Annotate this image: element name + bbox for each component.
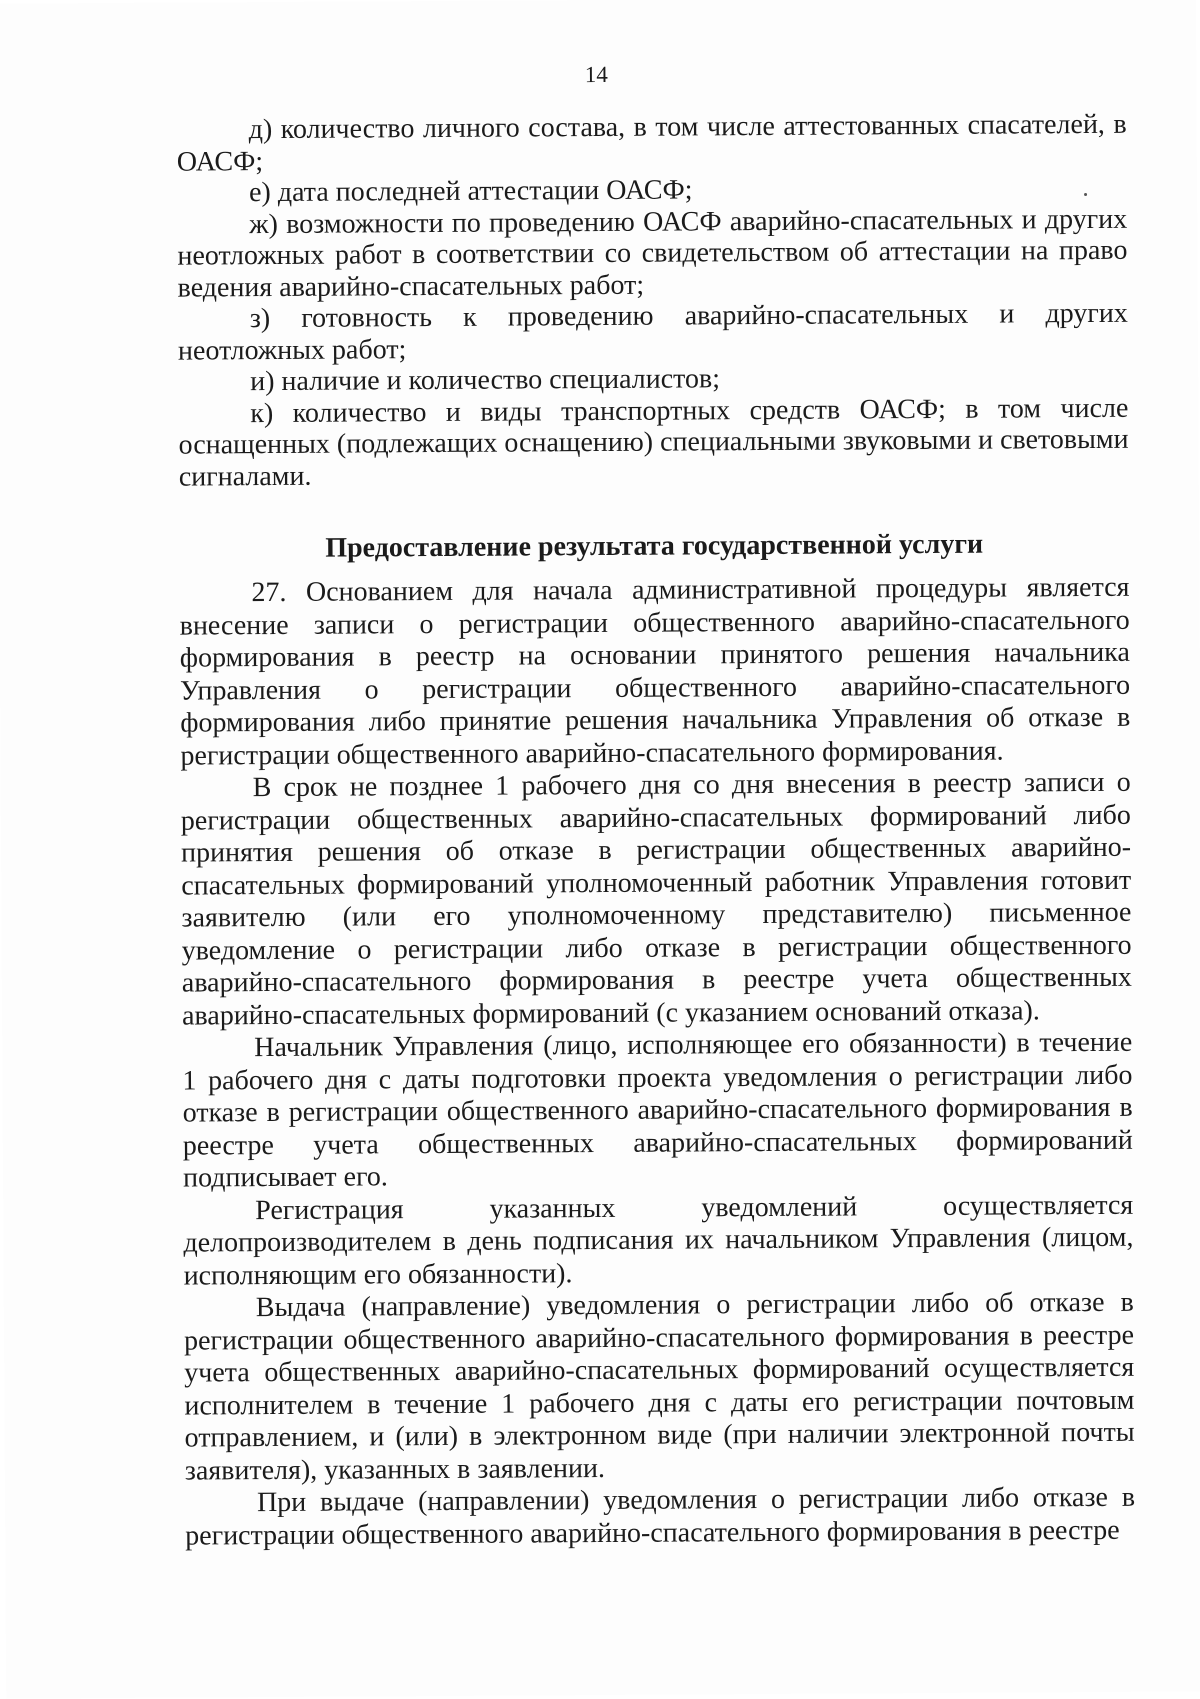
paragraph-signing: Начальник Управления (лицо, исполняющее его обязанности) в течение 1 рабочего дня с даты подготовки проекта уведомления о регистрации либо отказе в регистрации общественного аварийно-спасательного формирования в реестре учета общественных аварийно-спасательных формирований подписывает его. (182, 1026, 1133, 1194)
paragraph-continued: При выдаче (направлении) уведомления о регистрации либо отказе в регистрации общественного аварийно-спасательного формирования в реестре (185, 1481, 1136, 1552)
paragraph-registration: Регистрация указанных уведомлений осуществляется делопроизводителем в день подписания их начальником Управления (лицом, исполняющим его обязанности). (183, 1189, 1134, 1292)
list-item-d: д) количество личного состава, в том числе аттестованных спасателей, в ОАСФ; (176, 108, 1127, 178)
page-number: 14 (584, 61, 608, 88)
paragraph-notification-prep: В срок не позднее 1 рабочего дня со дня внесения в реестр записи о регистрации общественных аварийно-спасательных формирований либо принятия решения об отказе в регистрации общественных аварийно-спасательных формирований уполномоченный работник Управления готовит заявителю (или его уполномоченному представителю) письменное уведомление о регистрации либо отказе в регистрации общественного аварийно-спасательного формирования в реестре учета общественных аварийно-спасательных формирований (с указанием оснований отказа). (180, 766, 1132, 1032)
list-item-e: е) дата последней аттестации ОАСФ; (248, 174, 693, 209)
list-item-i: и) наличие и количество специалистов; (250, 363, 721, 398)
section-title: Предоставление результата государственной услуги (325, 528, 984, 564)
body-text (179, 572, 1135, 1553)
list-block (177, 109, 1129, 493)
list-item-k: к) количество и виды транспортных средств ОАСФ; в том числе оснащенных (подлежащих оснащению) специальными звуковыми и световыми сигналами. (178, 392, 1129, 493)
paragraph-27: 27. Основанием для начала административной процедуры является внесение записи о регистрации общественного аварийно-спасательного формирования в реестр на основании принятого решения начальника Управления о регистрации общественного аварийно-спасательного формирования либо принятие решения начальника Управления об отказе в регистрации общественного аварийно-спасательного формирования. (179, 571, 1131, 772)
list-item-z: з) готовность к проведению аварийно-спасательных и других неотложных работ; (177, 297, 1128, 367)
paragraph-issuance: Выдача (направление) уведомления о регистрации либо об отказе в регистрации общественного аварийно-спасательного формирования в реестре учета общественных аварийно-спасательных формирований осуществляется исполнителем в течение 1 рабочего дня с даты его регистрации почтовым отправлением, и (или) в электронном виде (при наличии электронной почты заявителя), указанных в заявлении. (183, 1286, 1135, 1487)
list-item-zh: ж) возможности по проведению ОАСФ аварийно-спасательных и других неотложных работ в соответствии со свидетельством об аттестации на право ведения аварийно-спасательных работ; (177, 203, 1128, 304)
